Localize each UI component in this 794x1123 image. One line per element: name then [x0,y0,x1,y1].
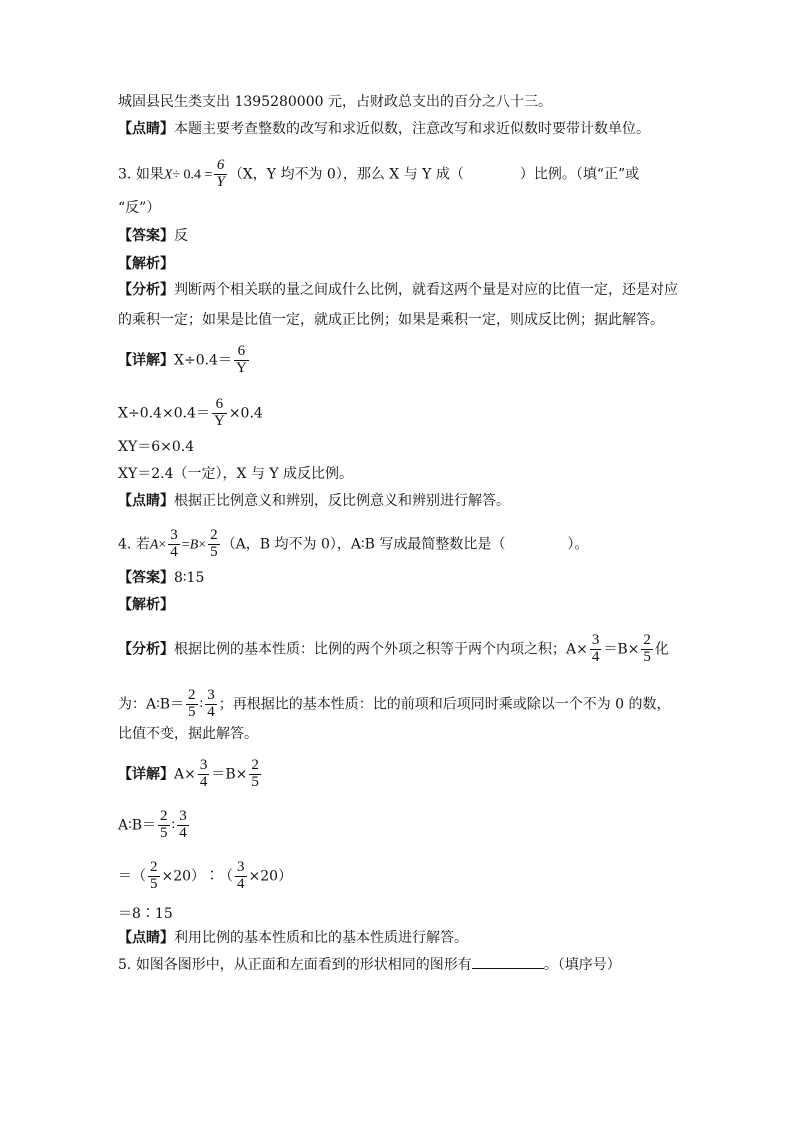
q3-number: 3. [118,166,132,183]
q3-mid: （X，Y 均不为 0），那么 X 与 Y 成（ [228,166,464,183]
q4-a: A [149,537,159,553]
q4-d3-fraction-1 [148,860,160,893]
q4-times-2: × [198,537,207,553]
q3-x: X [163,167,173,183]
q4-an1-fraction-1 [590,633,602,666]
q4-fraction-1 [168,528,180,561]
q4-an1-fraction-2 [641,633,653,666]
q4-dianjing-text: 利用比例的基本性质和比的基本性质进行解答。 [174,930,468,946]
q5-stem [118,954,621,975]
q3-op: ÷ 0.4 = [172,167,213,183]
q4-d1-f1-num: 3 [199,757,208,773]
q4-d3-f2-num: 3 [237,859,245,875]
q4-dianjing [118,928,468,948]
q3-d1-fraction [234,344,249,377]
q4-d2-pre: A∶B＝ [118,817,157,834]
q3-jiexi-label: 【解析】 [118,256,174,272]
dianjing-label: 【点睛】 [118,930,174,946]
q4-detail-3 [118,860,292,893]
q4-f1-den: 4 [170,543,178,560]
q4-stem [118,528,588,561]
q3-d1-pre: X÷0.4＝ [174,352,232,369]
q4-d2-f1-den: 5 [160,824,168,841]
q5-end: 。（填序号） [543,957,621,973]
q4-an2-f2-den: 4 [207,703,215,720]
q4-d2-fraction-1 [158,809,170,842]
q4-pre: 若 [135,536,150,553]
q3-d2-den: Y [213,412,225,429]
q4-an1-f1-num: 3 [591,632,600,648]
q4-d1-mid: ＝B× [211,766,248,783]
q4-d1-fraction-2 [249,758,261,791]
q4-d3-f1-num: 2 [150,859,158,875]
q4-d1-fraction-1 [198,758,210,791]
q3-detail-3: XY＝6×0.4 [118,439,195,455]
q3-analysis-2: 的乘积一定；如果是比值一定，就成正比例；如果是乘积一定，则成反比例；据此解答。 [118,312,664,328]
q4-an1-f2-num: 2 [643,632,651,648]
q4-an2-fraction-2 [205,688,217,721]
q4-d2-mid: ∶ [171,817,176,834]
q4-d3-f1-den: 5 [150,875,158,892]
q4-end: ）。 [567,536,589,553]
q4-d2-f2-num: 3 [179,808,187,824]
q4-an1-f1-den: 4 [591,648,600,665]
q4-d1-f1-den: 4 [199,773,208,790]
q4-d3-mid: ×20）∶（ [161,868,234,885]
q3-analysis-text-1: 判断两个相关联的量之间成什么比例，就看这两个量是对应的比值一定，还是对应 [174,282,678,298]
q4-an2-post: ；再根据比的基本性质：比的前项和后项同时乘或除以一个不为 0 的数， [218,696,671,713]
q4-d3-f2-den: 4 [237,875,245,892]
analysis-label: 【分析】 [118,282,174,298]
q2-dianjing-text: 本题主要考查整数的改写和求近似数，注意改写和求近似数时要带计数单位。 [174,121,650,137]
q3-d2-post: ×0.4 [228,405,263,422]
q3-dianjing-text: 根据正比例意义和辨别，反比例意义和辨别进行解答。 [174,493,510,509]
q4-analysis-3: 比值不变，据此解答。 [118,726,258,742]
q3-frac-num: 6 [216,157,225,173]
q5-text: 如图各图形中，从正面和左面看到的形状相同的图形有 [135,957,472,973]
q4-answer-text: 8∶15 [174,570,205,586]
q4-an2-fraction-1 [186,688,198,721]
dianjing-label: 【点睛】 [118,121,174,137]
q3-dianjing [118,491,510,511]
q3-d2-pre: X÷0.4×0.4＝ [118,405,210,422]
q4-d2-fraction-2 [177,809,189,842]
q3-analysis-1 [118,280,678,300]
q4-answer [118,568,204,588]
q4-eq: = [181,537,190,553]
analysis-label: 【分析】 [118,641,174,658]
answer-label: 【答案】 [118,228,174,244]
q4-d3-pre: ＝（ [118,868,146,885]
q3-d1-num: 6 [237,343,246,359]
q4-d1-f2-den: 5 [251,773,259,790]
q3-fraction [214,158,226,191]
q4-number: 4. [118,536,132,553]
q3-post: ）比例。（填“正”或 [519,166,640,183]
q3-stem-cont: “反”） [118,200,161,216]
detail-label: 【详解】 [118,766,174,783]
q4-d3-post: ×20） [248,868,293,885]
q4-f1-num: 3 [170,527,178,543]
q3-detail-2 [118,397,263,430]
q5-number: 5. [118,957,132,973]
q4-jiexi-label: 【解析】 [118,597,174,613]
q4-detail-1 [118,758,263,791]
q4-d3-fraction-2 [235,860,247,893]
q4-post: （A，B 均不为 0），A∶B 写成最简整数比是（ [221,536,506,553]
q3-answer [118,226,188,246]
q4-d1-pre: A× [174,766,196,783]
q4-an2-f1-num: 2 [188,687,196,703]
q4-f2-den: 5 [210,543,218,560]
q4-an2-pre: 为：A∶B＝ [118,696,185,713]
q4-f2-num: 2 [210,527,218,543]
q4-an1-f2-den: 5 [643,648,651,665]
q3-detail-4: XY＝2.4（一定），X 与 Y 成反比例。 [118,466,354,482]
dianjing-label: 【点睛】 [118,493,174,509]
q4-an2-f2-num: 3 [207,687,215,703]
answer-label: 【答案】 [118,570,174,586]
q3-answer-text: 反 [174,228,188,244]
q2-dianjing [118,119,650,139]
q4-b: B [189,537,199,553]
q4-fraction-2 [208,528,220,561]
q5-answer-blank[interactable] [472,954,544,969]
q4-an1-pre: 根据比例的基本性质：比例的两个外项之积等于两个内项之积；A× [174,641,588,658]
q3-d1-den: Y [235,359,247,376]
q4-analysis-1 [118,633,669,666]
q4-detail-4: ＝8∶15 [118,906,173,922]
q3-frac-den: Y [216,173,225,190]
q4-times-1: × [158,537,167,553]
q4-an1-post: 化 [654,641,669,658]
q4-analysis-2 [118,688,671,721]
q4-d2-f2-den: 4 [179,824,187,841]
q3-d2-fraction [212,397,227,430]
q4-an2-f1-den: 5 [188,703,196,720]
q4-an2-mid: ∶ [199,696,204,713]
q4-an1-mid: ＝B× [603,641,640,658]
q4-detail-2 [118,809,191,842]
text-line-1: 城固县民生类支出 1395280000 元，占财政总支出的百分之八十三。 [118,94,552,110]
q3-pre: 如果 [135,166,164,183]
q3-d2-num: 6 [215,396,224,412]
q4-d2-f1-num: 2 [160,808,168,824]
detail-label: 【详解】 [118,352,174,369]
q3-stem [118,158,639,191]
q3-detail-1 [118,344,251,377]
q4-d1-f2-num: 2 [251,757,259,773]
